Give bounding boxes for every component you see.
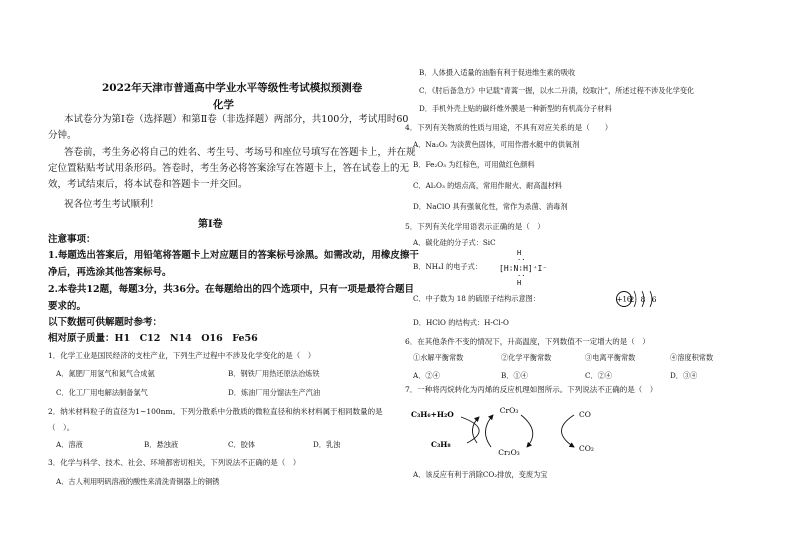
q6-stem: 6．在其他条件不变的情况下，升高温度，下列数值不一定增大的是（ ） [405, 337, 650, 346]
reaction-mechanism-diagram [409, 403, 609, 463]
q1-option-d: D．炼油厂用分馏法生产汽油 [228, 388, 321, 397]
intro-line-5: 效，考试结束后，将本试卷和答题卡一并交回。 [48, 179, 248, 190]
q1-option-a: A．氮肥厂用氢气和氮气合成氨 [56, 369, 155, 378]
q2-option-d: D．乳浊 [313, 440, 341, 449]
q6-option-a: A．②④ [413, 371, 440, 380]
formula-main: [H∶N∶H]⁺I⁻ [499, 264, 548, 273]
note-line-1: 1.每题选出答案后，用铅笔将答题卡上对应题目的答案标号涂黑。如需改动，用橡皮擦干 [48, 250, 419, 261]
diagram-catalyst-bottom: Cr₂O₃ [498, 448, 520, 457]
subject-title: 化学 [213, 99, 234, 111]
q1-stem: 1．化学工业是国民经济的支柱产业，下列生产过程中不涉及化学变化的是（ ） [48, 351, 316, 360]
formula-h-top: H [517, 249, 522, 257]
q2-option-a: A．溶液 [56, 440, 83, 449]
q5-option-c: C．中子数为 18 的硫原子结构示意图： [413, 294, 541, 303]
intro-line-2: 分钟。 [48, 130, 77, 141]
q2-option-b: B．悬浊液 [144, 440, 179, 449]
arrow-left-curve [461, 417, 479, 443]
diagram-catalyst-top: CrO₃ [499, 406, 519, 415]
intro-line-6: 祝各位考生考试顺利！ [64, 199, 160, 210]
note-line-4: 要求的。 [48, 301, 87, 312]
q4-option-b: B．Fe₂O₃ 为红棕色，可用做红色颜料 [413, 160, 535, 169]
q3-option-a: A．古人利用明矾溶液的酸性来清洗青铜器上的铜锈 [56, 477, 220, 486]
q6-item-1: ①水解平衡常数 [413, 353, 464, 362]
notes-title: 注意事项： [48, 234, 96, 245]
q3-option-d: D．手机外壳上贴的碳纤维外膜是一种新型的有机高分子材料 [419, 104, 612, 113]
diagram-product-left: C₃H₆+H₂O [411, 410, 454, 419]
note-line-5: 以下数据可供解题时参考： [48, 317, 163, 328]
q6-item-2: ②化学平衡常数 [501, 353, 552, 362]
arrow-right-down [521, 415, 533, 447]
q1-option-b: B．钢铁厂用热还原法冶炼铁 [228, 369, 320, 378]
q6-option-c: C．②④ [585, 371, 613, 380]
shell-electrons: 2 8 6 [629, 295, 659, 304]
q6-item-3: ③电离平衡常数 [585, 353, 636, 362]
sulfur-atom-diagram [615, 288, 659, 310]
q2-stem-cont: （ ）。 [48, 423, 75, 432]
q3-stem: 3．化学与科学、技术、社会、环境都密切相关，下列说法不正确的是（ ） [48, 458, 301, 467]
nucleus-charge: +16 [616, 295, 632, 304]
note-line-6: 相对原子质量：H1 C12 N14 O16 Fe56 [48, 333, 258, 344]
section-heading: 第Ⅰ卷 [198, 219, 223, 230]
right-column [405, 0, 750, 550]
q4-option-a: A．Na₂O₂ 为淡黄色固体，可用作潜水艇中的供氧剂 [413, 140, 580, 149]
q7-stem: 7．一种将丙烷转化为丙烯的反应机理如图所示。下列说法不正确的是（ ） [405, 385, 658, 394]
left-column [48, 0, 419, 550]
q1-option-c: C．化工厂用电解法制备氯气 [56, 388, 148, 397]
q5-option-d: D．HClO 的结构式：H-Cl-O [413, 318, 509, 327]
note-line-2: 净后，再选涂其他答案标号。 [48, 267, 172, 278]
q6-option-b: B．①④ [501, 371, 528, 380]
exam-title: 2022年天津市普通高中学业水平等级性考试模拟预测卷 [102, 82, 363, 94]
q6-item-4: ④溶度积常数 [670, 353, 714, 362]
arrow-catalyst-cycle [485, 415, 493, 447]
q4-stem: 4．下列有关物质的性质与用途，不具有对应关系的是（ ） [405, 123, 613, 132]
intro-line-3: 答卷前，考生务必将自己的姓名、考生号、考场号和座位号填写在答题卡上，并在规 [64, 147, 416, 158]
formula-h-bottom: H [517, 279, 522, 287]
arrow-right-curve [562, 415, 575, 447]
q5-option-a: A．碳化硅的分子式：SiC [413, 238, 496, 247]
q6-option-d: D．③④ [670, 371, 698, 380]
nh4i-electron-formula: H ·· [H∶N∶H]⁺I⁻ ·· H [499, 249, 548, 287]
q3-option-b: B．人体摄入适量的油脂有利于促进维生素的吸收 [419, 68, 576, 77]
q7-option-a: A．该反应有利于消除CO₂排放，变废为宝 [413, 470, 548, 479]
diagram-reactant-left: C₃H₈ [431, 440, 451, 449]
q4-option-d: D．NaClO 具有强氧化性，常作为杀菌、消毒剂 [413, 202, 568, 211]
q2-option-c: C．胶体 [228, 440, 256, 449]
q5-stem: 5．下列有关化学用语表示正确的是（ ） [405, 222, 545, 231]
q5-option-b: B．NH₄I 的电子式： [413, 262, 482, 271]
q4-option-c: C．Al₂O₃ 的熔点高，常用作耐火、耐高温材料 [413, 181, 563, 190]
intro-line-4: 定位置粘贴考试用条形码。答卷时，考生务必将答案涂写在答题卡上，答在试卷上的无 [48, 163, 410, 174]
note-line-3: 2.本卷共12题，每题3分，共36分。在每题给出的四个选项中，只有一项是最符合题目 [48, 284, 414, 295]
diagram-right-bottom: CO₂ [579, 444, 594, 453]
q3-option-c: C．《肘后备急方》中记载“青蒿一握，以水二升渍，绞取汁”，所述过程不涉及化学变化 [419, 86, 695, 95]
diagram-right-top: CO [579, 410, 591, 419]
q2-stem: 2．纳米材料粒子的直径为1~100nm。下列分散系中分散质的微粒直径和纳米材料属于相同数量的是 [48, 407, 383, 416]
intro-line-1: 本试卷分为第Ⅰ卷（选择题）和第Ⅱ卷（非选择题）两部分，共100分，考试用时60 [64, 114, 409, 125]
